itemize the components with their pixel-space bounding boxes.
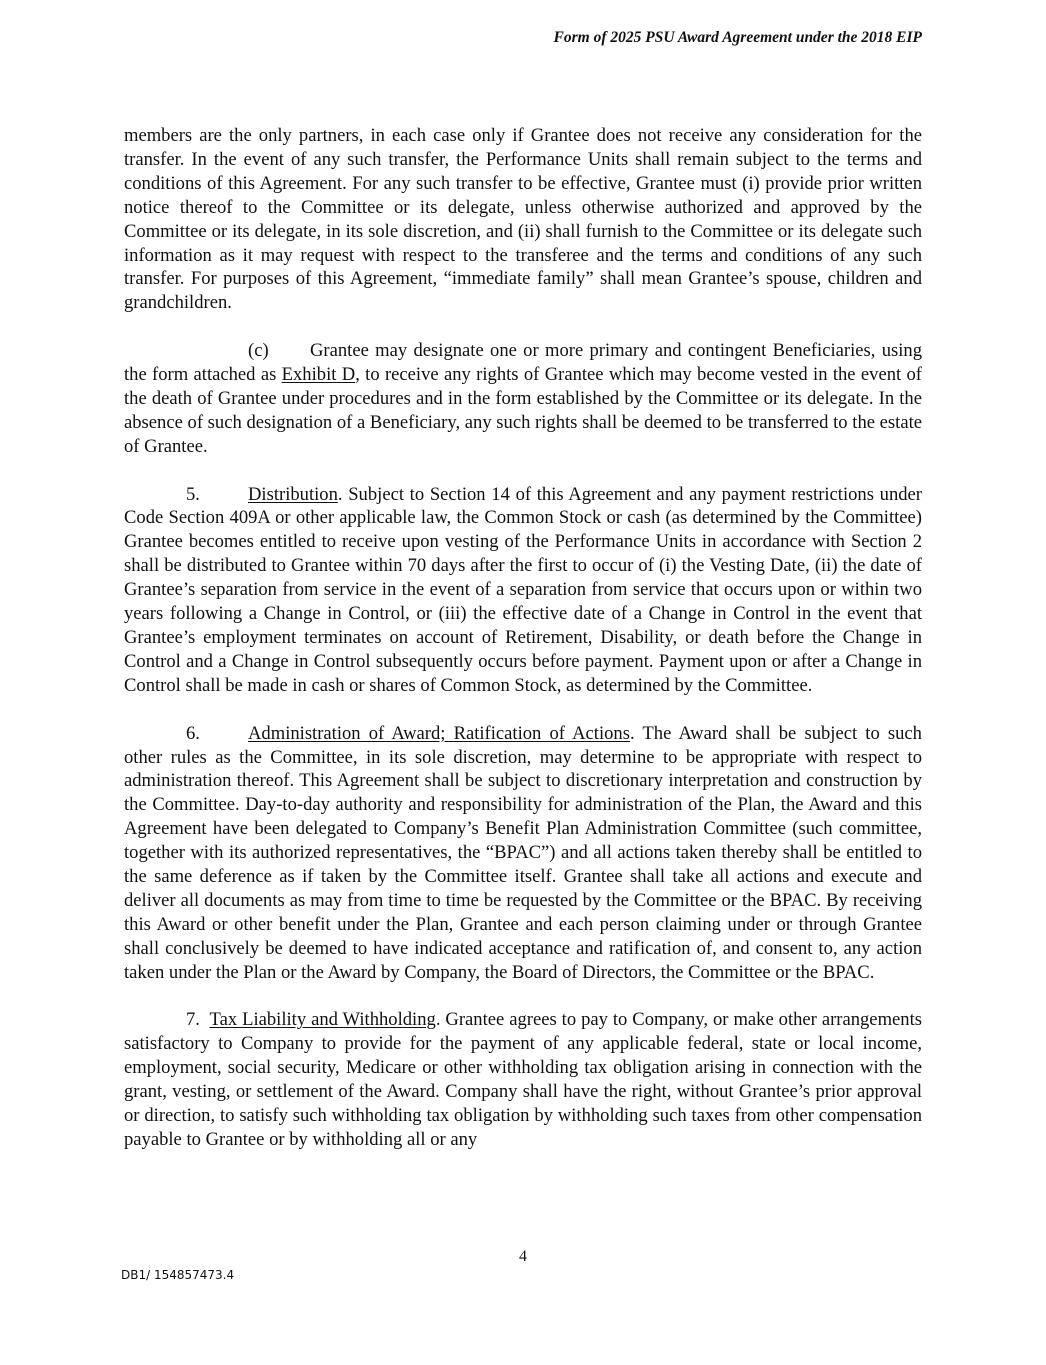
paragraph-text: , to receive any rights of Grantee which may become vested in the event of the death of Grantee under procedures and in the form established by the Committee or its delegate. In the absence of such designation of a Beneficiary, any such rights shall be deemed to be transferred to the estate of Grantee. [124,364,922,457]
paragraph-text: . Grantee agrees to pay to Company, or make other arrangements satisfactory to Company to provide for the payment of any applicable federal, state or local income, employment, social security, Medicare or other withholding tax obligation arising in connection with the grant, vesting, or settlement of the Award. Company shall have the right, without Grantee’s prior approval or direction, to satisfy such withholding tax obligation by withholding such taxes from other compensation payable to Grantee or by withholding all or any [124,1009,922,1150]
section-number: 7. [186,1009,200,1031]
exhibit-d-reference: Exhibit D [281,364,356,386]
paragraph-text: members are the only partners, in each case only if Grantee does not receive any consideration for the transfer. In the event of any such transfer, the Performance Units shall remain subject to the terms and conditions of this Agreement. For any such transfer to be effective, Grantee must (i) provide prior written notice thereof to the Committee or its delegate, unless otherwise authorized and approved by the Committee or its delegate, in its sole discretion, and (ii) shall furnish to the Committee or its delegate such information as it may request with respect to the transferee and the terms and conditions of any such transfer. For purposes of this Agreement, “immediate family” shall mean Grantee’s spouse, children and grandchildren. [124,125,922,314]
section-7-tax-liability [124,1008,922,1151]
clause-number: (c) [248,340,269,362]
page-number: 4 [519,1248,527,1265]
paragraph-transfer-continuation [124,124,922,315]
paragraph-text: . The Award shall be subject to such other rules as the Committee, in its sole discretion, may determine to be appropriate with respect to administration thereof. This Agreement shall be subject to discretionary interpretation and construction by the Committee. Day-to-day authority and responsibility for administration of the Plan, the Award and this Agreement have been delegated to Company’s Benefit Plan Administration Committee (such committee, together with its authorized representatives, the “BPAC”) and all actions taken thereby shall be entitled to the same deference as if taken by the Committee itself. Grantee shall take all actions and execute and deliver all documents as may from time to time be requested by the Committee or the BPAC. By receiving this Award or other benefit under the Plan, Grantee and each person claiming under or through Grantee shall conclusively be deemed to have indicated acceptance and ratification of, and consent to, any action taken under the Plan or the Award by Company, the Board of Directors, the Committee or the BPAC. [124,722,922,983]
document-body [124,124,922,1176]
document-header: Form of 2025 PSU Award Agreement under the 2018 EIP [553,29,922,46]
section-number: 6. [186,722,200,744]
document-id: DB1/ 154857473.4 [121,1268,235,1282]
section-heading: Distribution [248,483,338,505]
section-heading: Administration of Award; Ratification of Actions [248,722,630,744]
paragraph-text: . Subject to Section 14 of this Agreement and any payment restrictions under Code Section 409A or other applicable law, the Common Stock or cash (as determined by the Committee) Grantee becomes entitled to receive upon vesting of the Performance Units in accordance with Section 2 shall be distributed to Grantee within 70 days after the first to occur of (i) the Vesting Date, (ii) the date of Grantee’s separation from service in the event of a separation from service that occurs upon or within two years following a Change in Control, or (iii) the effective date of a Change in Control in the event that Grantee’s employment terminates on account of Retirement, Disability, or death before the Change in Control and a Change in Control subsequently occurs before payment. Payment upon or after a Change in Control shall be made in cash or shares of Common Stock, as determined by the Committee. [124,483,922,696]
section-5-distribution [124,483,922,698]
paragraph-text: Grantee may designate one or more primary and contingent Beneficiaries, using the form attached as [124,340,922,386]
section-number: 5. [186,483,200,505]
section-6-administration [124,722,922,985]
section-heading: Tax Liability and Withholding [209,1009,436,1031]
paragraph-beneficiaries [124,339,922,459]
